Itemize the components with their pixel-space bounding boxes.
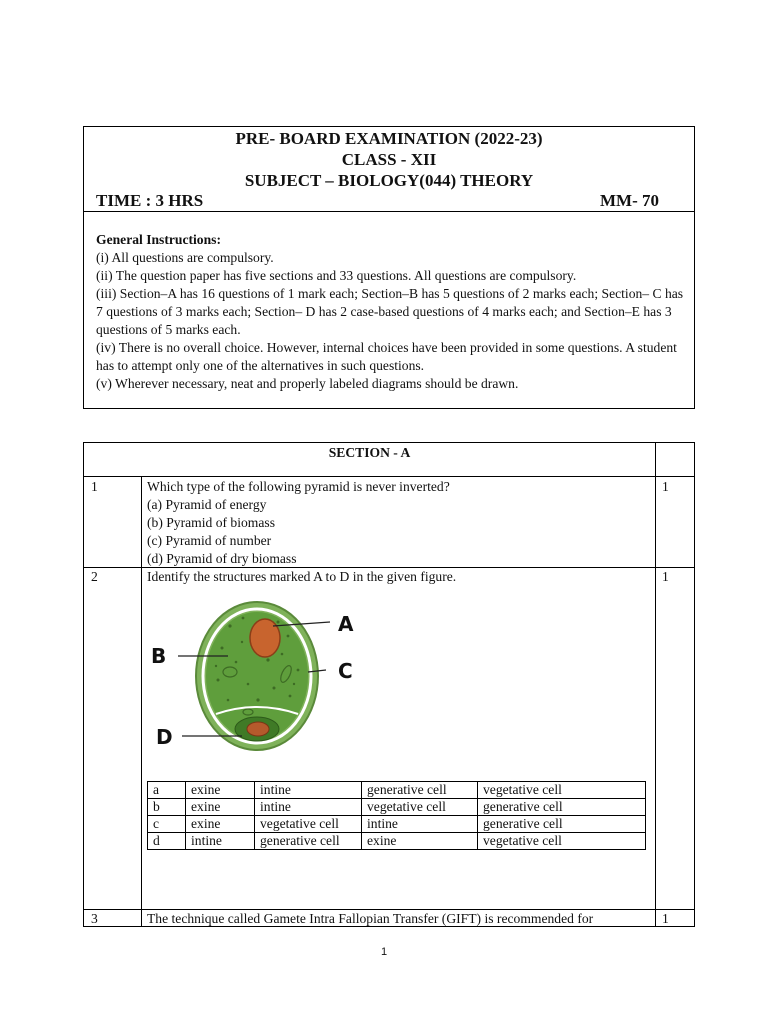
table-row [148, 799, 646, 816]
table-cell: generative cell [362, 782, 478, 799]
table-cell: generative cell [255, 833, 362, 850]
question-1-number: 1 [91, 479, 98, 494]
table-cell: vegetative cell [478, 833, 646, 850]
table-cell: intine [255, 782, 362, 799]
time-label: TIME : 3 HRS [96, 191, 204, 210]
table-cell: vegetative cell [255, 816, 362, 833]
instruction-item: (ii) The question paper has five sections and 33 questions. All questions are compulsory. [96, 268, 577, 283]
table-cell: b [148, 799, 186, 816]
header-box [83, 126, 695, 409]
table-cell: exine [186, 816, 255, 833]
question-1-marks: 1 [662, 479, 669, 494]
table-cell: d [148, 833, 186, 850]
label-b: B [151, 644, 167, 668]
table-cell: intine [255, 799, 362, 816]
table-cell: exine [362, 833, 478, 850]
exam-title: PRE- BOARD EXAMINATION (2022-23) [235, 129, 543, 148]
table-row [148, 782, 646, 799]
class-label: CLASS - XII [341, 150, 437, 169]
question-2-text: Identify the structures marked A to D in the given figure. [147, 569, 457, 584]
pollen-grain-figure [151, 596, 378, 756]
question-1-text: Which type of the following pyramid is never inverted? [147, 479, 450, 494]
question-2-marks: 1 [662, 569, 669, 584]
question-3-number: 3 [91, 911, 98, 926]
section-a-table [83, 442, 695, 927]
marks-column-divider [655, 443, 656, 926]
question-1-option: (a) Pyramid of energy [147, 497, 267, 512]
max-marks-label: MM- 70 [600, 191, 660, 210]
table-cell: exine [186, 782, 255, 799]
label-d: D [156, 725, 173, 749]
number-column-divider [141, 476, 142, 926]
table-cell: exine [186, 799, 255, 816]
instruction-item: (iii) Section–A has 16 questions of 1 mark each; Section–B has 5 questions of 2 marks each; Section– C has 7 questions of 3 marks each; Section– D has 2 case-based questions of 4 marks each; and Section–E has 3 questions of 5 marks each. [96, 286, 684, 337]
label-a: A [338, 612, 354, 636]
table-cell: c [148, 816, 186, 833]
generative-nucleus [247, 722, 269, 736]
table-cell: vegetative cell [478, 782, 646, 799]
table-row [148, 833, 646, 850]
instruction-item: (v) Wherever necessary, neat and properly labeled diagrams should be drawn. [96, 376, 519, 391]
table-cell: a [148, 782, 186, 799]
table-cell: generative cell [478, 799, 646, 816]
instructions-title: General Instructions: [96, 232, 221, 247]
label-c: C [338, 659, 353, 683]
instruction-item: (iv) There is no overall choice. However, internal choices have been provided in some questions. A student has to attempt only one of the alternatives in such questions. [96, 340, 677, 373]
table-cell: vegetative cell [362, 799, 478, 816]
question-2-number: 2 [91, 569, 98, 584]
vegetative-nucleus [250, 619, 280, 657]
section-title: SECTION - A [328, 445, 411, 460]
table-row [148, 816, 646, 833]
table-cell: generative cell [478, 816, 646, 833]
question-1-option: (d) Pyramid of dry biomass [147, 551, 297, 566]
instruction-item: (i) All questions are compulsory. [96, 250, 274, 265]
question-3-marks: 1 [662, 911, 669, 926]
page-number: 1 [380, 946, 388, 958]
question-1-option: (c) Pyramid of number [147, 533, 272, 548]
question-3-text: The technique called Gamete Intra Fallopian Transfer (GIFT) is recommended for [147, 911, 594, 926]
table-cell: intine [362, 816, 478, 833]
question-2-options-table [147, 781, 646, 850]
table-cell: intine [186, 833, 255, 850]
question-1-option: (b) Pyramid of biomass [147, 515, 275, 530]
header-divider [84, 211, 694, 212]
question-1 [147, 478, 450, 568]
row-divider [84, 476, 694, 477]
subject-label: SUBJECT – BIOLOGY(044) THEORY [244, 171, 534, 190]
general-instructions [96, 231, 686, 393]
